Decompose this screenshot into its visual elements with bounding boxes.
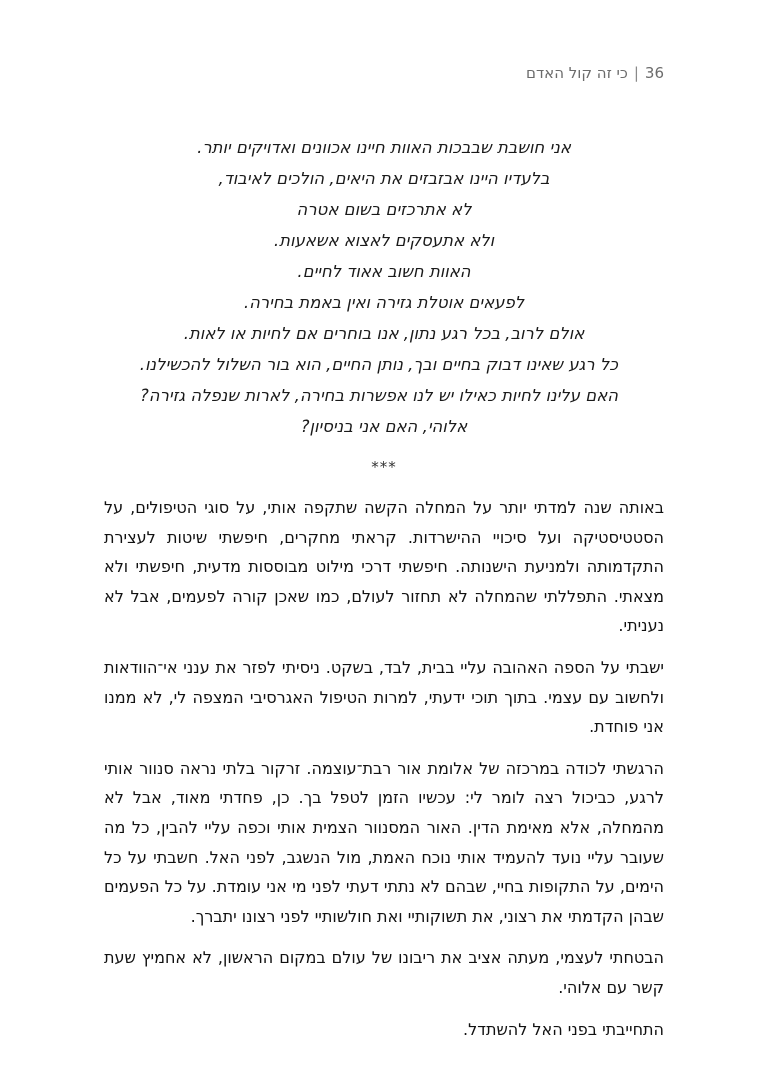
poem-line: אולם לרוב, בכל רגע נתון, אנו בוחרים אם לחיות או לאות.	[183, 324, 585, 343]
poem-line: אלוהי, האם אני בניסיון?	[300, 417, 468, 436]
running-header	[526, 64, 664, 82]
poem-line: ולא אתעסקים לאצוא אשאעות.	[273, 231, 495, 250]
paragraph: הבטחתי לעצמי, מעתה אציב את ריבונו של עולם במקום הראשון, לא אחמיץ שעת קשר עם אלוהי.	[104, 948, 664, 997]
poem-line: כל רגע שאינו דבוק בחיים ובך, נותן החיים, הוא בור השלול להכשילנו.	[139, 355, 618, 374]
paragraph: ישבתי על הספה האהובה עליי בבית, לבד, בשקט. ניסיתי לפזר את ענני אי־הוודאות ולחשוב עם עצמי. בתוך תוכי ידעתי, למרות הטיפול האגרסיבי המצפה לי, לא ממנו אני פוחדת.	[104, 657, 664, 737]
poem-line: אני חושבת שבבכות האוות חיינו אכוונים ואדויקים יותר.	[197, 138, 571, 157]
poem-line: לא אתרכזים בשום אטרה	[296, 200, 472, 219]
paragraph: באותה שנה למדתי יותר על המחלה הקשה שתקפה אותי, על סוגי הטיפולים, על הסטטיסטיקה ועל סיכויי ההישרדות. קראתי מחקרים, חיפשתי שיטות לעצירת התקדמותה ולמניעת הישנותה. חיפשתי דרכי מילוט מבוססות מדעית, חיפשתי ולא מצאתי. התפללתי שהמחלה לא תחזור לעולם, כמו שאכן קורה לפעמים, אבל לא נעניתי.	[104, 498, 664, 636]
poem-block	[139, 132, 618, 442]
paragraph: התחייבתי בפני האל להשתדל.	[463, 1019, 664, 1039]
body-text	[104, 493, 664, 1056]
header-separator: |	[633, 64, 639, 82]
poem-line: לפעאים אוטלת גזירה ואין באמת בחירה.	[243, 293, 525, 312]
poem-line: האוות חשוב אאוד לחיים.	[297, 262, 471, 281]
poem-line: בלעדיו היינו אבזבזים את היאים, הולכים לאיבוד,	[218, 169, 550, 188]
page-number: 36	[644, 64, 664, 82]
section-separator: ***	[371, 458, 397, 476]
poem-line: האם עלינו לחיות כאילו יש לנו אפשרות בחירה, לארות שנפלה גזירה?	[140, 386, 618, 405]
paragraph: הרגשתי לכודה במרכזה של אלומת אור רבת־עוצמה. זרקור בלתי נראה סנוור אותי לרגע, כביכול רצה לומר לי: עכשיו הזמן לטפל בך. כן, פחדתי מאוד, אבל לא מהמחלה, אלא מאימת הדין. האור המסנוור הצמית אותי וכפה עליי להבין, כל מה שעובר עליי נועד להעמיד אותי נוכח האמת, מול הנשגב, לפני האל. חשבתי על כל הימים, על התקופות בחיי, שבהם לא נתתי דעתי לפני מי אני עומדת. על כל הפעמים שבהן הקדמתי את רצוני, את תשוקותיי ואת חולשותיי לפני רצונו יתברך.	[104, 758, 664, 926]
book-title: כי זה קול האדם	[526, 64, 628, 82]
